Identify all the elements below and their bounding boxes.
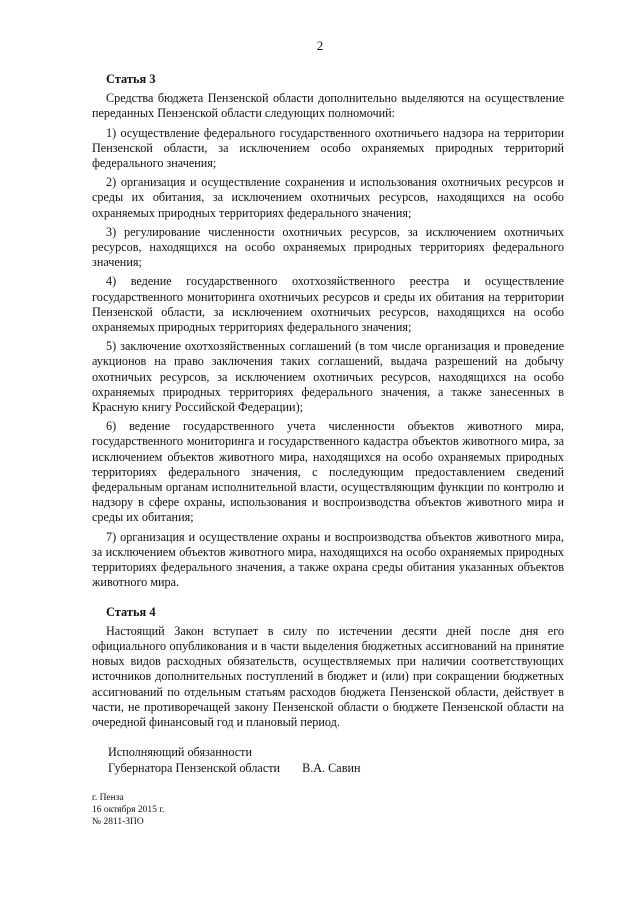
meta-city: г. Пенза — [92, 793, 124, 803]
article-3-intro: Средства бюджета Пензенской области дополнительно выделяются на осуществление переданных Пензенской области следующих полномочий: — [92, 91, 564, 121]
article-3-item-6: 6) ведение государственного учета численности объектов животного мира, государственного мониторинга и государственного кадастра объектов животного мира, за исключением объектов животного мира, находящихся на особо охраняемых природных территориях федерального значения, с последующим предоставлением сведений федеральным органам исполнительной власти, осуществляющим функции по контролю и надзору в сфере охраны, использования и воспроизводства объектов животного мира и среды их обитания; — [92, 419, 564, 525]
article-3-item-7: 7) организация и осуществление охраны и воспроизводства объектов животного мира, за исключением объектов животного мира, находящихся на особо охраняемых природных территориях федерального значения, а также охрана среды обитания указанных объектов животного мира. — [92, 529, 564, 590]
meta-date: 16 октября 2015 г. — [92, 805, 165, 815]
document-body — [92, 72, 564, 734]
article-3-item-3: 3) регулирование численности охотничьих ресурсов, за исключением охотничьих ресурсов, находящихся на особо охраняемых природных территориях федерального значения; — [92, 224, 564, 270]
document-meta — [92, 792, 164, 828]
article-3-item-2: 2) организация и осуществление сохранения и использования охотничьих ресурсов и среды их обитания, за исключением охотничьих ресурсов, находящихся на особо охраняемых природных территориях федерального значения; — [92, 175, 564, 220]
signature-position-line1: Исполняющий обязанности — [108, 745, 252, 759]
article-3-item-4: 4) ведение государственного охотхозяйственного реестра и осуществление государственного мониторинга охотничьих ресурсов и среды их обитания на территории Пензенской области, за исключением охотничьих ресурсов, находящихся на особо охраняемых природных территориях федерального значения; — [92, 274, 564, 335]
page-number: 2 — [316, 38, 324, 53]
article-4-title: Статья 4 — [106, 604, 156, 619]
article-4-text: Настоящий Закон вступает в силу по истечении десяти дней после дня его официального опубликования и в части выделения бюджетных ассигнований на принятие новых видов расходных обязательств, осуществляемых при наличии соответствующих источников дополнительных поступлений в бюджет и (или) при сокращении бюджетных ассигнований по отдельным статьям расходов бюджета Пензенской области, действует в части, не противоречащей закону Пензенской области о бюджете Пензенской области на очередной финансовый год и плановый период. — [92, 623, 564, 729]
signature-position-line2: Губернатора Пензенской области — [108, 761, 281, 775]
meta-number: № 2811-ЗПО — [92, 817, 144, 827]
article-3-item-1: 1) осуществление федерального государственного охотничьего надзора на территории Пензенской области, за исключением особо охраняемых природных территорий федерального значения; — [92, 125, 564, 171]
article-3-item-5: 5) заключение охотхозяйственных соглашений (в том числе организация и проведение аукционов на право заключения таких соглашений, выдача разрешений на добычу охотничьих ресурсов, за исключением охотничьих ресурсов, находящихся на особо охраняемых природных территориях федерального значения, а также занесенных в Красную книгу Российской Федерации); — [92, 339, 564, 415]
signature-block — [108, 744, 468, 776]
signature-name: В.А. Савин — [302, 761, 361, 775]
article-3-title: Статья 3 — [106, 72, 156, 86]
